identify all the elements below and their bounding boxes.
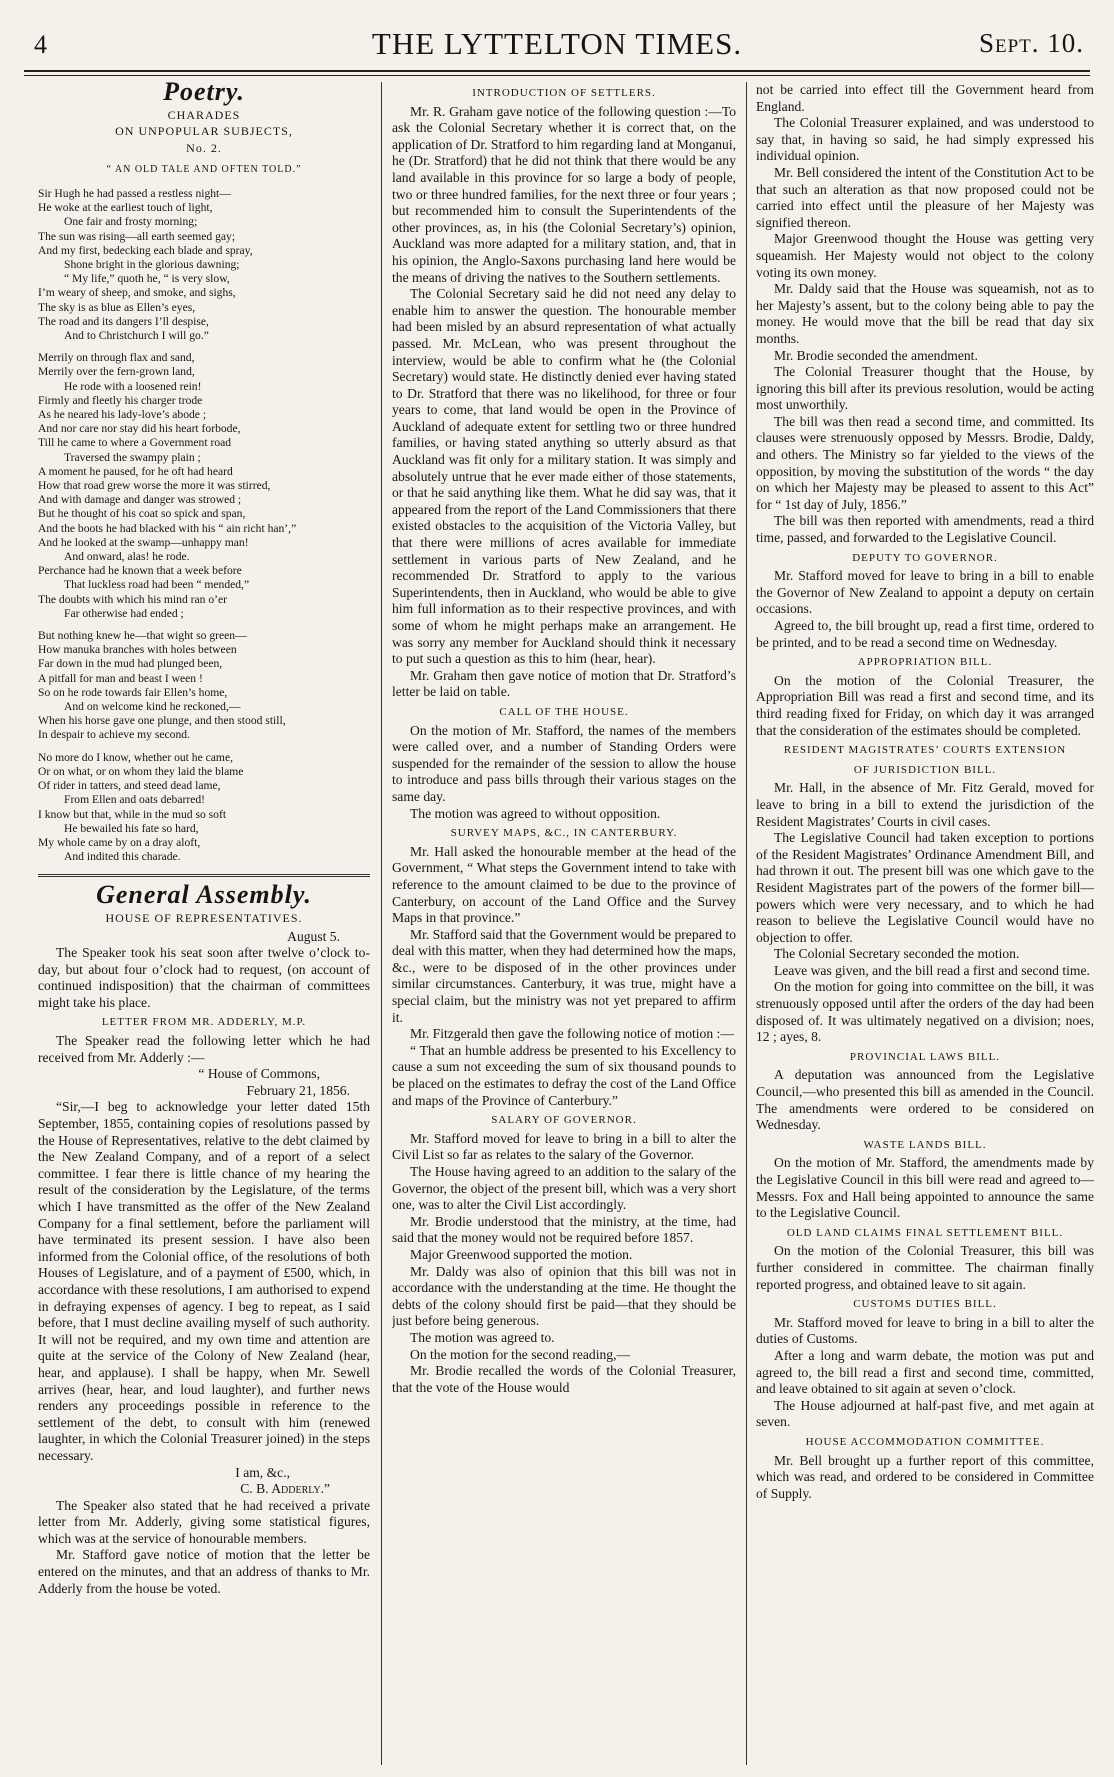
house-heading: HOUSE OF REPRESENTATIVES. xyxy=(105,910,303,925)
section-divider xyxy=(38,874,370,877)
subheading: SALARY OF GOVERNOR. xyxy=(491,1114,637,1127)
paragraph: Mr. Fitzgerald then gave the following notice of motion :— xyxy=(410,1026,734,1042)
poem-line: But he thought of his coat so spick and span, xyxy=(38,507,246,521)
paragraph: “ That an humble address be presented to his Excellency to cause a sum not exceeding the sum of six thousand pounds to be placed on the estimates to defray the cost of the Land Office and maps of the Province of Canterbury.” xyxy=(392,1042,736,1108)
paragraph: On the motion for going into committee on the bill, it was strenuously opposed until after the orders of the day had been disposed of. It was ultimately negatived on a division; noes, 12 ; ayes, 8. xyxy=(756,979,1094,1045)
stanza-break xyxy=(38,621,370,629)
masthead-rule-thin xyxy=(24,75,1090,76)
poem-line: Till he came to where a Government road xyxy=(38,436,232,450)
paragraph: On the motion of the Colonial Treasurer, this bill was further considered in committee. The chairman finally reported progress, and obtained leave to sit again. xyxy=(756,1243,1094,1292)
paragraph: Mr. Brodie seconded the amendment. xyxy=(774,347,978,363)
paragraph: Mr. Hall asked the honourable member at the head of the Government, “ What steps the Government intend to take with reference to the amount claimed to be due to the province of Canterbury, on account of the Land Office and the Survey Maps in that province.” xyxy=(392,843,736,926)
poem-epigraph: “ AN OLD TALE AND OFTEN TOLD.” xyxy=(106,164,302,176)
poem-subheading: ON UNPOPULAR SUBJECTS, xyxy=(115,124,293,139)
paragraph: Mr. Hall, in the absence of Mr. Fitz Gerald, moved for leave to bring in a bill to extend the jurisdiction of the Resident Magistrates’ Courts in civil cases. xyxy=(756,780,1094,829)
masthead xyxy=(24,22,1090,68)
paragraph: Major Greenwood thought the House was getting very squeamish. Her Majesty would not object to the colony voting its own money. xyxy=(756,231,1094,280)
poem-line: Merrily on through flax and sand, xyxy=(38,351,195,365)
poem-line: The sky is as blue as Ellen’s eyes, xyxy=(38,300,196,314)
subheading: CALL OF THE HOUSE. xyxy=(499,705,629,718)
paragraph: The Speaker read the following letter which he had received from Mr. Adderly :— xyxy=(38,1033,370,1065)
stanza-break xyxy=(38,343,370,351)
paragraph: The Colonial Secretary seconded the motion. xyxy=(774,946,1020,962)
paragraph: On the motion of Mr. Stafford, the amendments made by the Legislative Council in this bill were read and agreed to—Messrs. Fox and Hall being appointed to announce the same to the Legislative Council. xyxy=(756,1155,1094,1221)
letter-date: February 21, 1856. xyxy=(246,1082,350,1098)
column-1 xyxy=(38,82,370,1767)
subheading: HOUSE ACCOMMODATION COMMITTEE. xyxy=(805,1435,1045,1448)
paragraph: Mr. Stafford gave notice of motion that the letter be entered on the minutes, and that an address of thanks to Mr. Adderly from the house be voted. xyxy=(38,1547,370,1596)
poem-line: One fair and frosty morning; xyxy=(64,215,198,229)
poem-line: So on he rode towards fair Ellen’s home, xyxy=(38,685,228,699)
poem-line: My whole came by on a dray aloft, xyxy=(38,835,201,849)
poem-line: How that road grew worse the more it was stirred, xyxy=(38,479,271,493)
paragraph: Mr. Brodie recalled the words of the Colonial Treasurer, that the vote of the House would xyxy=(392,1363,736,1395)
paragraph: Mr. Stafford moved for leave to bring in a bill to alter the duties of Customs. xyxy=(756,1314,1094,1347)
paragraph: The Speaker took his seat soon after twelve o’clock to-day, but about four o’clock had to request, (on account of continued indisposition) that the chairman of committees might take his place. xyxy=(38,945,370,1010)
poem-line: Far down in the mud had plunged been, xyxy=(38,657,223,671)
paragraph: A deputation was announced from the Legislative Council,—who presented this bill as amended in the Council. The amendments were ordered to be considered on Wednesday. xyxy=(756,1067,1094,1133)
letter-closing: I am, &c., xyxy=(235,1464,290,1480)
paragraph: Mr. Graham then gave notice of motion that Dr. Stratford’s letter be laid on table. xyxy=(392,667,736,700)
poem-line: I know but that, while in the mud so soft xyxy=(38,807,227,821)
subheading: INTRODUCTION OF SETTLERS. xyxy=(472,87,656,99)
poem-line: But nothing knew he—that wight so green— xyxy=(38,629,247,643)
poem-line: Traversed the swampy plain ; xyxy=(64,450,201,464)
paragraph: Mr. Bell considered the intent of the Constitution Act to be that such an alteration as that now proposed could not be carried into effect until the pleasure of her Majesty was signified thereon. xyxy=(756,164,1094,230)
letter-body: “Sir,—I beg to acknowledge your letter dated 15th September, 1855, containing copies of resolutions passed by the House of Representatives, relative to the debt claimed by the New Zealand Company, and of a report of a select committee. I fear there is little chance of my hearing the result of the consideration by the Legislature, of the terms which I have transmitted as the offer of the New Zealand Company for a final settlement, before the parliament will have terminated its present session. I have also been informed from the Colonial office, of the resolutions of both Houses of Legislature, and of a payment of £500, which, in accordance with these resolutions, I am authorised to expend in defraying expenses of agency. I beg to repeat, as I said before, that I must decline availing myself of such authority. It will not be required, and my own time and attention are quite at the service of the Colony of New Zealand (hear, hear, and applause). I shall be happy, when Mr. Sewell arrives (hear, hear, and loud laughter), and further news renders any proceedings possible in reference to the settlement of the debt, to consult with him (renewed laughter, in which the Colonial Treasurer joined) in the steps necessary. xyxy=(38,1099,370,1463)
poem-line: How manuka branches with holes between xyxy=(38,643,237,657)
paragraph: On the motion for the second reading,— xyxy=(410,1346,631,1362)
column-2 xyxy=(392,82,736,1767)
poem-line: The doubts with which his mind ran o’er xyxy=(38,592,228,606)
poem-line: Merrily over the fern-grown land, xyxy=(38,365,195,379)
poetry-section-title: Poetry. xyxy=(163,82,245,106)
poem-line: A pitfall for man and beast I ween ! xyxy=(38,671,203,685)
subheading: RESIDENT MAGISTRATES’ COURTS EXTENSION xyxy=(783,744,1067,757)
poem-line: And on welcome kind he reckoned,— xyxy=(64,700,241,714)
paragraph: The bill was then reported with amendments, read a third time, passed, and forwarded to the Legislative Council. xyxy=(756,513,1094,546)
letter-signature: C. B. Adderly.” xyxy=(240,1481,330,1497)
poem-line: Sir Hugh he had passed a restless night— xyxy=(38,186,231,200)
poem-verse xyxy=(38,187,370,864)
poem-line: And indited this charade. xyxy=(64,850,181,864)
poem-line: Or on what, or on whom they laid the blame xyxy=(38,764,244,778)
poem-line: Perchance had he known that a week before xyxy=(38,564,242,578)
poem-line: Firmly and fleetly his charger trode xyxy=(38,393,203,407)
dateline: August 5. xyxy=(287,928,340,944)
poem-line: And to Christchurch I will go.” xyxy=(64,329,209,342)
poem-line: The sun was rising—all earth seemed gay; xyxy=(38,229,236,243)
poem-line: From Ellen and oats debarred! xyxy=(64,793,206,807)
paragraph: The motion was agreed to. xyxy=(410,1329,555,1345)
paragraph: The Colonial Treasurer explained, and was understood to say that, in having so said, he had simply expressed his individual opinion. xyxy=(756,115,1094,164)
poem-line: And my first, bedecking each blade and spray, xyxy=(38,243,253,257)
column-divider xyxy=(381,82,382,1765)
paragraph: Mr. Brodie understood that the ministry, at the time, had said that the money would not be required before 1857. xyxy=(392,1213,736,1246)
subheading: PROVINCIAL LAWS BILL. xyxy=(849,1050,1001,1063)
paragraph: The Colonial Secretary said he did not need any delay to enable him to answer the question. The honourable member had been misled by an absurd representation of what actually passed. Mr. McLean, who was present throughout the interview, would be able to confirm what he (the Colonial Secretary) would state. He distinctly denied ever having stated to Dr. Stratford that there was no likelihood, for three or four years to come, that land would be open in the Province of Auckland of adequate extent for settling two or three hundred families, or having stated anything so utterly absurd as that Auckland was fit only for a military station. It was simply and absolutely untrue that he ever made either of those statements, or that he said anything like them. What he did say was, that it appeared from the report of the Land Commissioners that there existed obstacles to the acquisition of the Victoria Valley, but that there were millions of acres available for immediate settlement in various parts of New Zealand, and he recommended Dr. Stratford to apply to the various Superintendents, then in Auckland, who would be able to give him full information as to their respective provinces, and with some of whom he might perhaps make an arrangement. He was sorry any member for Auckland should think it necessary to put such a question as this to him (hear, hear). xyxy=(392,286,736,667)
poem-line: He woke at the earliest touch of light, xyxy=(38,201,213,215)
poem-number: No. 2. xyxy=(186,140,222,155)
subheading: OF JURISDICTION BILL. xyxy=(853,763,997,776)
paragraph: After a long and warm debate, the motion was put and agreed to, the bill read a first and second time, committed, and leave obtained to sit again at seven o’clock. xyxy=(756,1347,1094,1397)
paragraph: Major Greenwood supported the motion. xyxy=(410,1246,633,1262)
subheading: SURVEY MAPS, &C., IN CANTERBURY. xyxy=(450,827,678,840)
poem-line: Shone bright in the glorious dawning; xyxy=(64,257,240,271)
poem-line: “ My life,” quoth he, “ is very slow, xyxy=(64,272,230,286)
paragraph: not be carried into effect till the Government heard from England. xyxy=(756,82,1094,114)
paragraph: On the motion of Mr. Stafford, the names of the members were called over, and a number of Standing Orders were suspended for the remainder of the session to allow the house to introduce and pass bills through their various stages on the same day. xyxy=(392,722,736,804)
letter-address: “ House of Commons, xyxy=(198,1066,320,1082)
poem-line: He bewailed his fate so hard, xyxy=(64,821,199,835)
poem-line: And nor care nor stay did his heart forbode, xyxy=(38,422,241,436)
issue-date: Sept. 10. xyxy=(978,28,1084,58)
paragraph: The Speaker also stated that he had received a private letter from Mr. Adderly, giving some statistical figures, which was at the service of honourable members. xyxy=(38,1497,370,1546)
poem-line: A moment he paused, for he oft had heard xyxy=(38,464,233,478)
subheading: LETTER FROM MR. ADDERLY, M.P. xyxy=(101,1016,307,1029)
paragraph: Agreed to, the bill brought up, read a first time, ordered to be printed, and to be read a second time on Wednesday. xyxy=(756,618,1094,650)
poem-line: And onward, alas! he rode. xyxy=(64,550,190,564)
paragraph: Mr. Stafford moved for leave to bring in a bill to alter the Civil List so far as relates to the salary of the Governor. xyxy=(392,1130,736,1163)
assembly-section-title: General Assembly. xyxy=(96,880,312,910)
poem-line: The road and its dangers I’ll despise, xyxy=(38,314,209,328)
paragraph: The House adjourned at half-past five, and met again at seven. xyxy=(756,1397,1094,1430)
paragraph: Mr. Stafford moved for leave to bring in a bill to enable the Governor of New Zealand to appoint a deputy on certain occasions. xyxy=(756,568,1094,617)
page-number: 4 xyxy=(34,30,47,59)
paragraph: Mr. R. Graham gave notice of the following question :—To ask the Colonial Secretary whether it is correct that, on the application of Dr. Stratford to him regarding land at Monganui, he (Dr. Stratford) that he did not think that there would be any land available in this province for so large a body of people, two or three hundred families, for the next three or four years ; but recommended him to consult the Superintendents of the other provinces, as, in his (the Colonial Secretary’s) opinion, Auckland was more adapted for a military station, and, that in his opinion, the Anglo-Saxons purchasing land here would be the means of driving the natives to the Southern settlements. xyxy=(392,103,736,285)
paragraph: The Legislative Council had taken exception to portions of the Resident Magistrates’ Ordinance Amendment Bill, and had thrown it out. The present bill was one which gave to the Resident Magistrates part of the powers of the former bill—powers which were very necessary, and to which he had reason to believe the Legislative Council would have no objection to offer. xyxy=(756,830,1094,945)
newspaper-title: THE LYTTELTON TIMES. xyxy=(371,26,743,61)
poem-line: Of rider in tatters, and steed dead lame, xyxy=(38,779,221,793)
poem-line: Far otherwise had ended ; xyxy=(64,606,184,620)
column-3 xyxy=(756,82,1094,1767)
paragraph: The motion was agreed to without opposition. xyxy=(410,805,661,821)
paragraph: Leave was given, and the bill read a first and second time. xyxy=(774,962,1090,978)
poem-line: I’m weary of sheep, and smoke, and sighs, xyxy=(38,286,236,300)
masthead-rule xyxy=(24,70,1090,72)
poem-line: That luckless road had been “ mended,” xyxy=(64,578,250,592)
paragraph: Mr. Daldy was also of opinion that this bill was not in accordance with the understanding at the time. He thought the debts of the colony should first be paid—that they should be just before being generous. xyxy=(392,1263,736,1329)
paragraph: Mr. Bell brought up a further report of this committee, which was read, and ordered to be considered in Committee of Supply. xyxy=(756,1452,1094,1501)
paragraph: On the motion of the Colonial Treasurer, the Appropriation Bill was read a first and second time, and its third reading fixed for Friday, on which day it was arranged that the consideration of the estimates should be completed. xyxy=(756,672,1094,738)
subheading: WASTE LANDS BILL. xyxy=(863,1138,987,1151)
column-divider xyxy=(746,82,747,1765)
poem-line: He rode with a loosened rein! xyxy=(64,379,202,393)
paragraph: Mr. Stafford said that the Government would be prepared to deal with this matter, when they had determined how the maps, &c., were to be disposed of in the other provinces under similar circumstances. Canterbury, it was true, might have a special claim, but the ministry was not yet prepared to affirm it. xyxy=(392,926,736,1025)
poem-line: No more do I know, whether out he came, xyxy=(38,750,233,764)
subheading: OLD LAND CLAIMS FINAL SETTLEMENT BILL. xyxy=(786,1226,1064,1239)
poem-line: And with damage and danger was strowed ; xyxy=(38,493,242,507)
poem-line: And the boots he had blacked with his “ ain richt han’,” xyxy=(38,521,297,535)
poem-line: In despair to achieve my second. xyxy=(38,728,190,742)
poem-line: As he neared his lady-love’s abode ; xyxy=(38,408,207,422)
stanza-break xyxy=(38,743,370,751)
subheading: APPROPRIATION BILL. xyxy=(857,656,993,669)
subheading: CUSTOMS DUTIES BILL. xyxy=(853,1298,997,1311)
paragraph: Mr. Daldy said that the House was squeamish, not as to her Majesty’s assent, but to the colony being able to pay the money. He would move that the bill be read that day six months. xyxy=(756,281,1094,346)
poem-line: When his horse gave one plunge, and then stood still, xyxy=(38,714,286,728)
subheading: DEPUTY TO GOVERNOR. xyxy=(852,551,998,564)
paragraph: The bill was then read a second time, and committed. Its clauses were strenuously opposed by Messrs. Brodie, Daldy, and others. The Ministry so far yielded to the views of the opposition, by moving the substitution of the words “ the day on which her Majesty may be pleased to assent to this Act” for “ 1st day of July, 1856.” xyxy=(756,413,1094,512)
paragraph: The House having agreed to an addition to the salary of the Governor, the object of the present bill, which was a very short one, was to alter the Civil List accordingly. xyxy=(392,1164,736,1213)
poem-line: And he looked at the swamp—unhappy man! xyxy=(38,535,249,549)
paragraph: The Colonial Treasurer thought that the House, by ignoring this bill after its previous resolution, would be acting most unworthily. xyxy=(756,364,1094,413)
poem-heading: CHARADES xyxy=(167,107,241,122)
